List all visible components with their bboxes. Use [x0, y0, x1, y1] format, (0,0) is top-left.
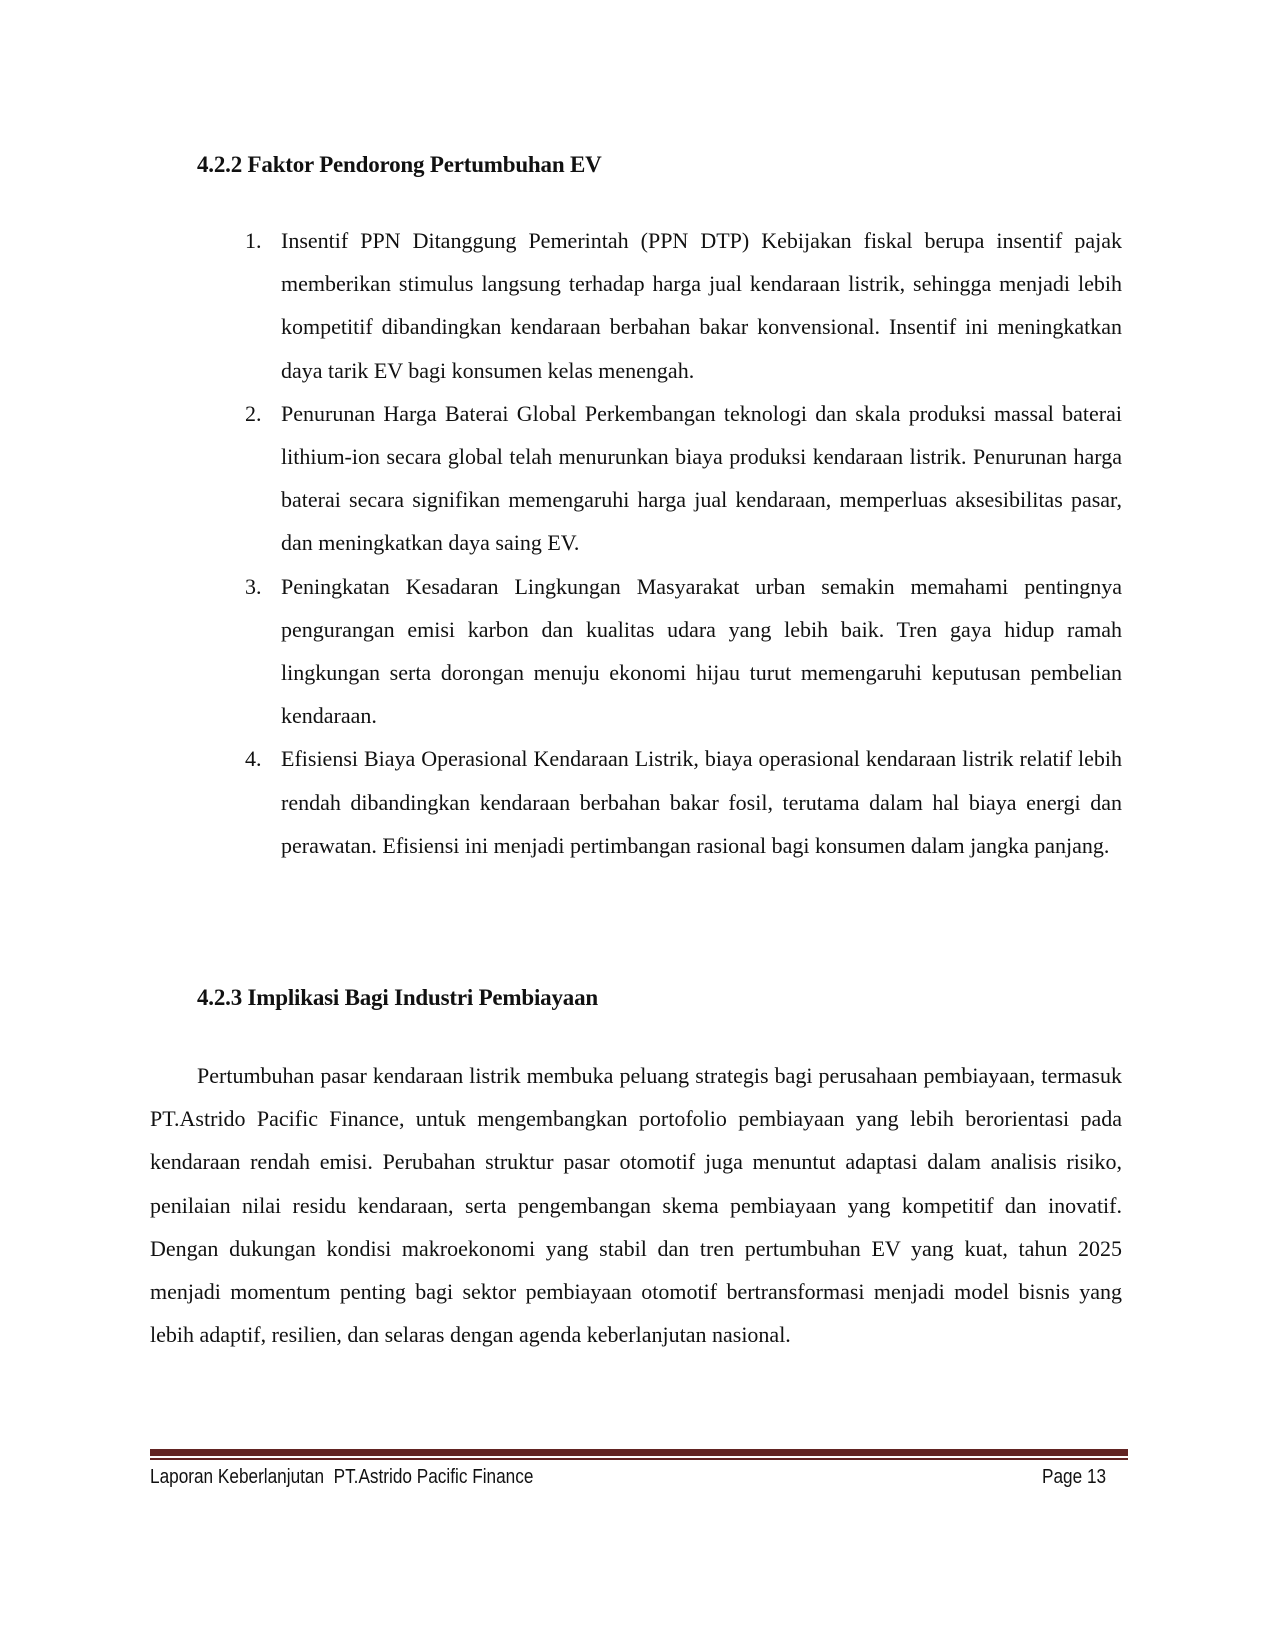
- list-item-number: 3.: [245, 573, 262, 599]
- list-item: [245, 737, 1122, 867]
- list-item: [245, 392, 1122, 565]
- list-item: [245, 219, 1122, 392]
- growth-factors-list: [245, 219, 1122, 867]
- list-item-number: 4.: [245, 746, 262, 772]
- section-heading-4-2-2: 4.2.2 Faktor Pendorong Pertumbuhan EV: [197, 152, 602, 177]
- footer-page-number: Page 13: [1042, 1466, 1107, 1488]
- list-item-text: Peningkatan Kesadaran Lingkungan Masyarakat urban semakin memahami pentingnya pengurangan emisi karbon dan kualitas udara yang lebih baik. Tren gaya hidup ramah lingkungan serta dorongan menuju ekonomi hijau turut memengaruhi keputusan pembelian kendaraan.: [281, 573, 1122, 729]
- section-heading-4-2-3: 4.2.3 Implikasi Bagi Industri Pembiayaan: [197, 985, 598, 1010]
- list-item-text: Efisiensi Biaya Operasional Kendaraan Listrik, biaya operasional kendaraan listrik relatif lebih rendah dibandingkan kendaraan berbahan bakar fosil, terutama dalam hal biaya energi dan perawatan. Efisiensi ini menjadi pertimbangan rasional bagi konsumen dalam jangka panjang.: [281, 746, 1122, 858]
- footer-report-title: Laporan Keberlanjutan PT.Astrido Pacific Finance: [150, 1466, 534, 1488]
- body-paragraph: Pertumbuhan pasar kendaraan listrik membuka peluang strategis bagi perusahaan pembiayaan, termasuk PT.Astrido Pacific Finance, untuk mengembangkan portofolio pembiayaan yang lebih berorientasi pada kendaraan rendah emisi. Perubahan struktur pasar otomotif juga menuntut adaptasi dalam analisis risiko, penilaian nilai residu kendaraan, serta pengembangan skema pembiayaan yang kompetitif dan inovatif. Dengan dukungan kondisi makroekonomi yang stabil dan tren pertumbuhan EV yang kuat, tahun 2025 menjadi momentum penting bagi sektor pembiayaan otomotif bertransformasi menjadi model bisnis yang lebih adaptif, resilien, dan selaras dengan agenda keberlanjutan nasional.: [150, 1063, 1122, 1348]
- list-item: [245, 565, 1122, 738]
- list-item-text: Insentif PPN Ditanggung Pemerintah (PPN DTP) Kebijakan fiskal berupa insentif pajak memberikan stimulus langsung terhadap harga jual kendaraan listrik, sehingga menjadi lebih kompetitif dibandingkan kendaraan berbahan bakar konvensional. Insentif ini meningkatkan daya tarik EV bagi konsumen kelas menengah.: [281, 228, 1122, 383]
- list-item-text: Penurunan Harga Baterai Global Perkembangan teknologi dan skala produksi massal baterai lithium-ion secara global telah menurunkan biaya produksi kendaraan listrik. Penurunan harga baterai secara signifikan memengaruhi harga jual kendaraan, memperluas aksesibilitas pasar, dan meningkatkan daya saing EV.: [281, 400, 1122, 556]
- footer-rule-thin: [150, 1458, 1128, 1460]
- list-item-number: 2.: [245, 400, 262, 426]
- list-item-number: 1.: [245, 228, 262, 253]
- footer-rule-thick: [150, 1449, 1128, 1456]
